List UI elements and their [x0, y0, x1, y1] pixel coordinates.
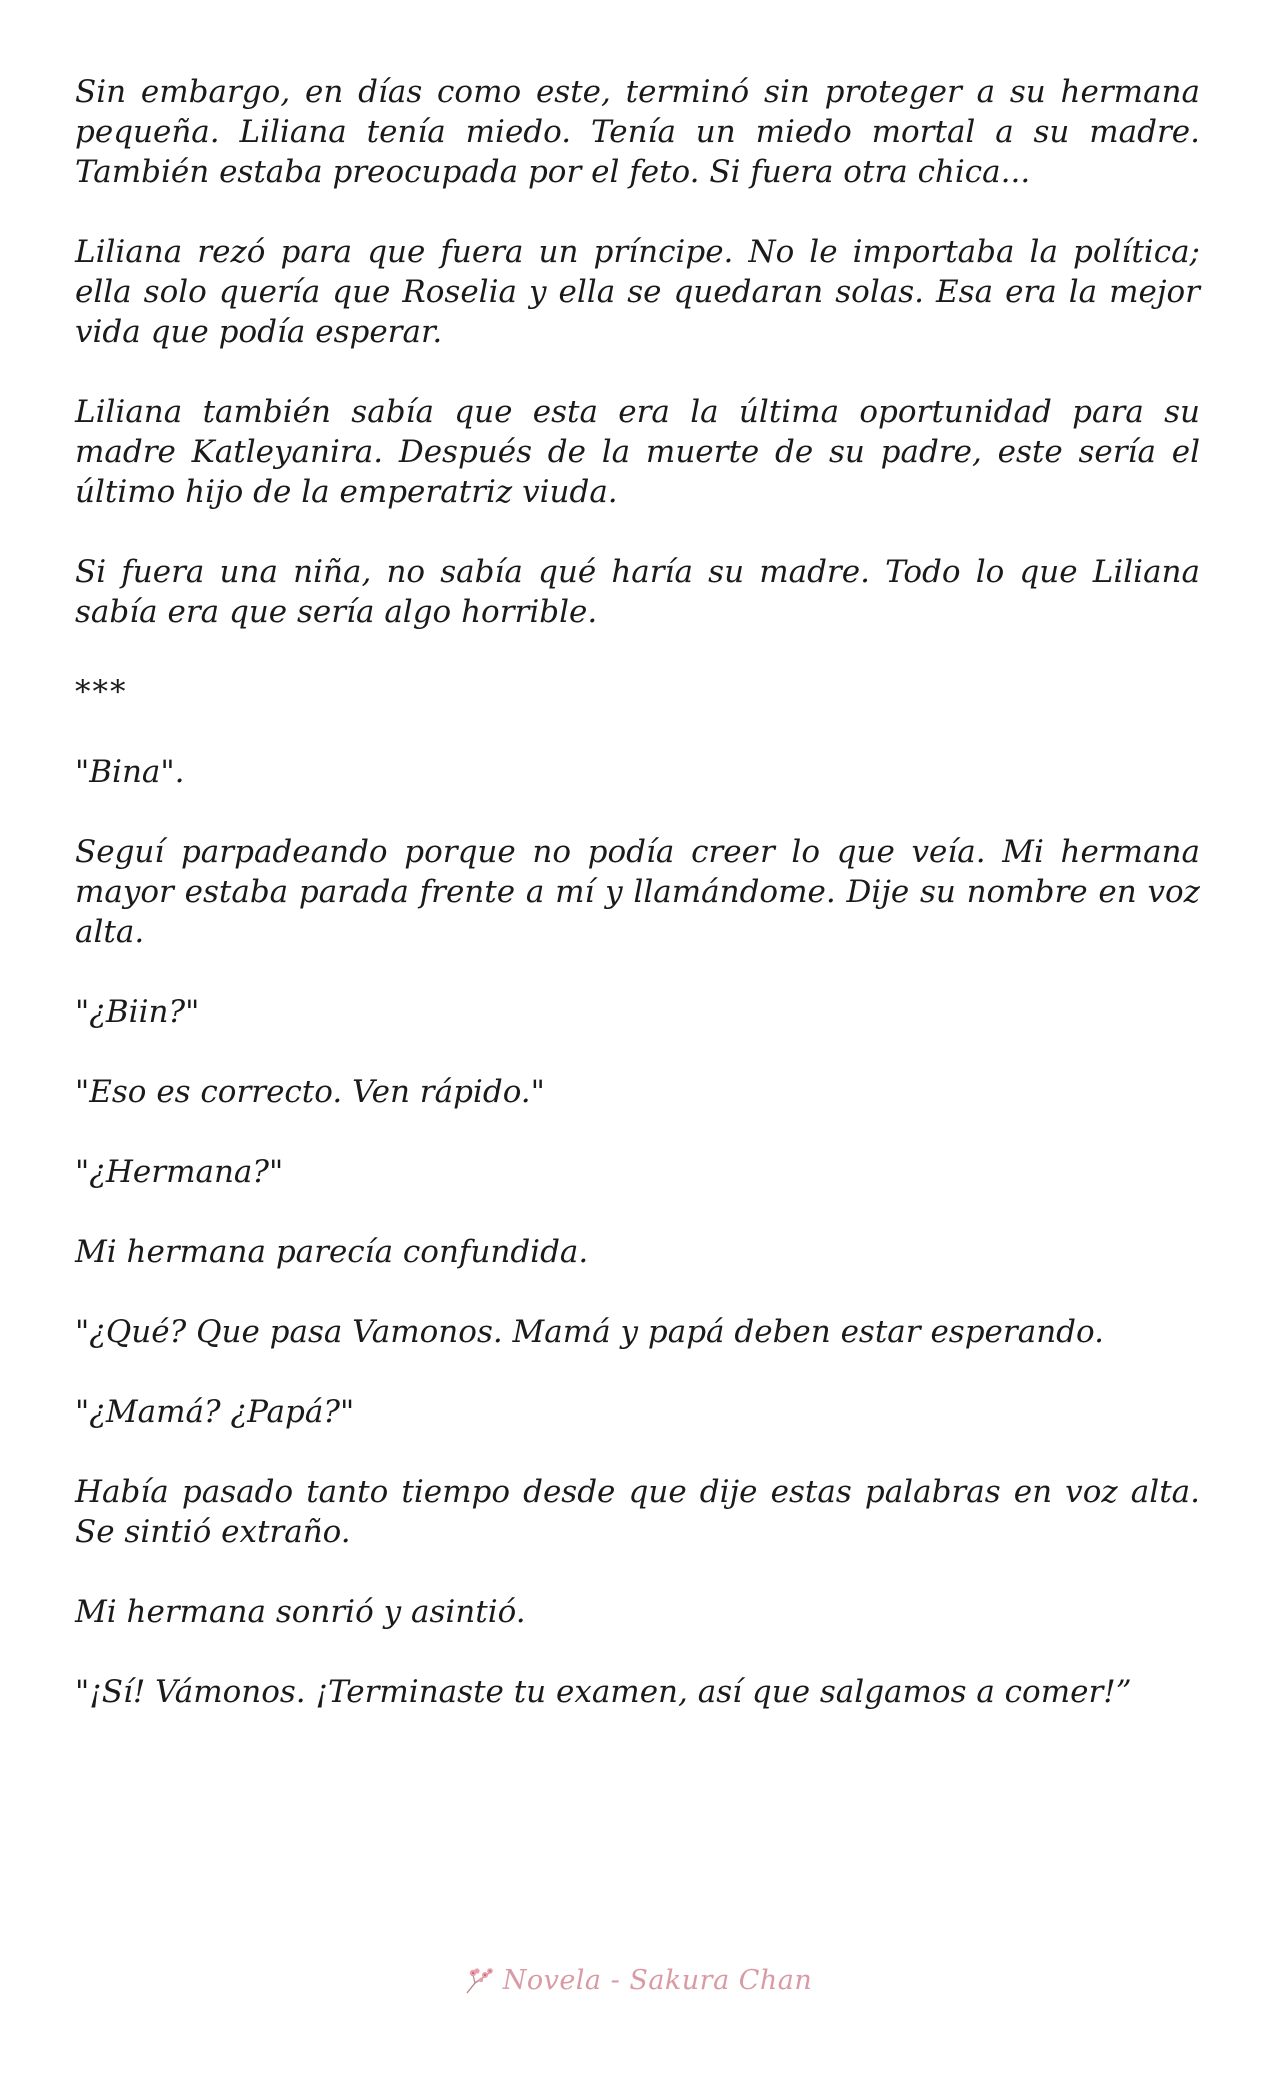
dialogue-line: "¿Qué? Que pasa Vamonos. Mamá y papá deben estar esperando.	[75, 1314, 1104, 1350]
watermark-logo	[463, 1963, 813, 1997]
dialogue-line: "¿Hermana?"	[75, 1154, 284, 1190]
document-body	[75, 72, 1200, 1752]
watermark-text: Novela - Sakura Chan	[502, 1964, 813, 1996]
paragraph: Si fuera una niña, no sabía qué haría su madre. Todo lo que Liliana sabía era que sería algo horrible.	[75, 554, 1200, 630]
dialogue-line: "¡Sí! Vámonos. ¡Terminaste tu examen, así que salgamos a comer!”	[75, 1674, 1132, 1710]
dialogue-line: "Bina".	[75, 754, 185, 790]
paragraph: Liliana también sabía que esta era la última oportunidad para su madre Katleyanira. Después de la muerte de su padre, este sería el último hijo de la emperatriz viuda.	[75, 394, 1200, 510]
paragraph: Sin embargo, en días como este, terminó sin proteger a su hermana pequeña. Liliana tenía miedo. Tenía un miedo mortal a su madre. También estaba preocupada por el feto. Si fuera otra chica...	[75, 74, 1200, 190]
dialogue-line: "¿Mamá? ¿Papá?"	[75, 1394, 355, 1430]
paragraph: Mi hermana sonrió y asintió.	[75, 1594, 526, 1630]
dialogue-line: "Eso es correcto. Ven rápido."	[75, 1074, 545, 1110]
paragraph: Había pasado tanto tiempo desde que dije estas palabras en voz alta. Se sintió extraño.	[75, 1474, 1200, 1550]
page-footer	[0, 1960, 1275, 2000]
dialogue-line: "¿Biin?"	[75, 994, 200, 1030]
paragraph: Seguí parpadeando porque no podía creer lo que veía. Mi hermana mayor estaba parada frente a mí y llamándome. Dije su nombre en voz alta.	[75, 834, 1200, 950]
scene-separator: ***	[75, 674, 128, 710]
paragraph: Mi hermana parecía confundida.	[75, 1234, 589, 1270]
paragraph: Liliana rezó para que fuera un príncipe. No le importaba la política; ella solo quería que Roselia y ella se quedaran solas. Esa era la mejor vida que podía esperar.	[75, 234, 1200, 350]
sakura-flower-icon	[463, 1963, 497, 1997]
